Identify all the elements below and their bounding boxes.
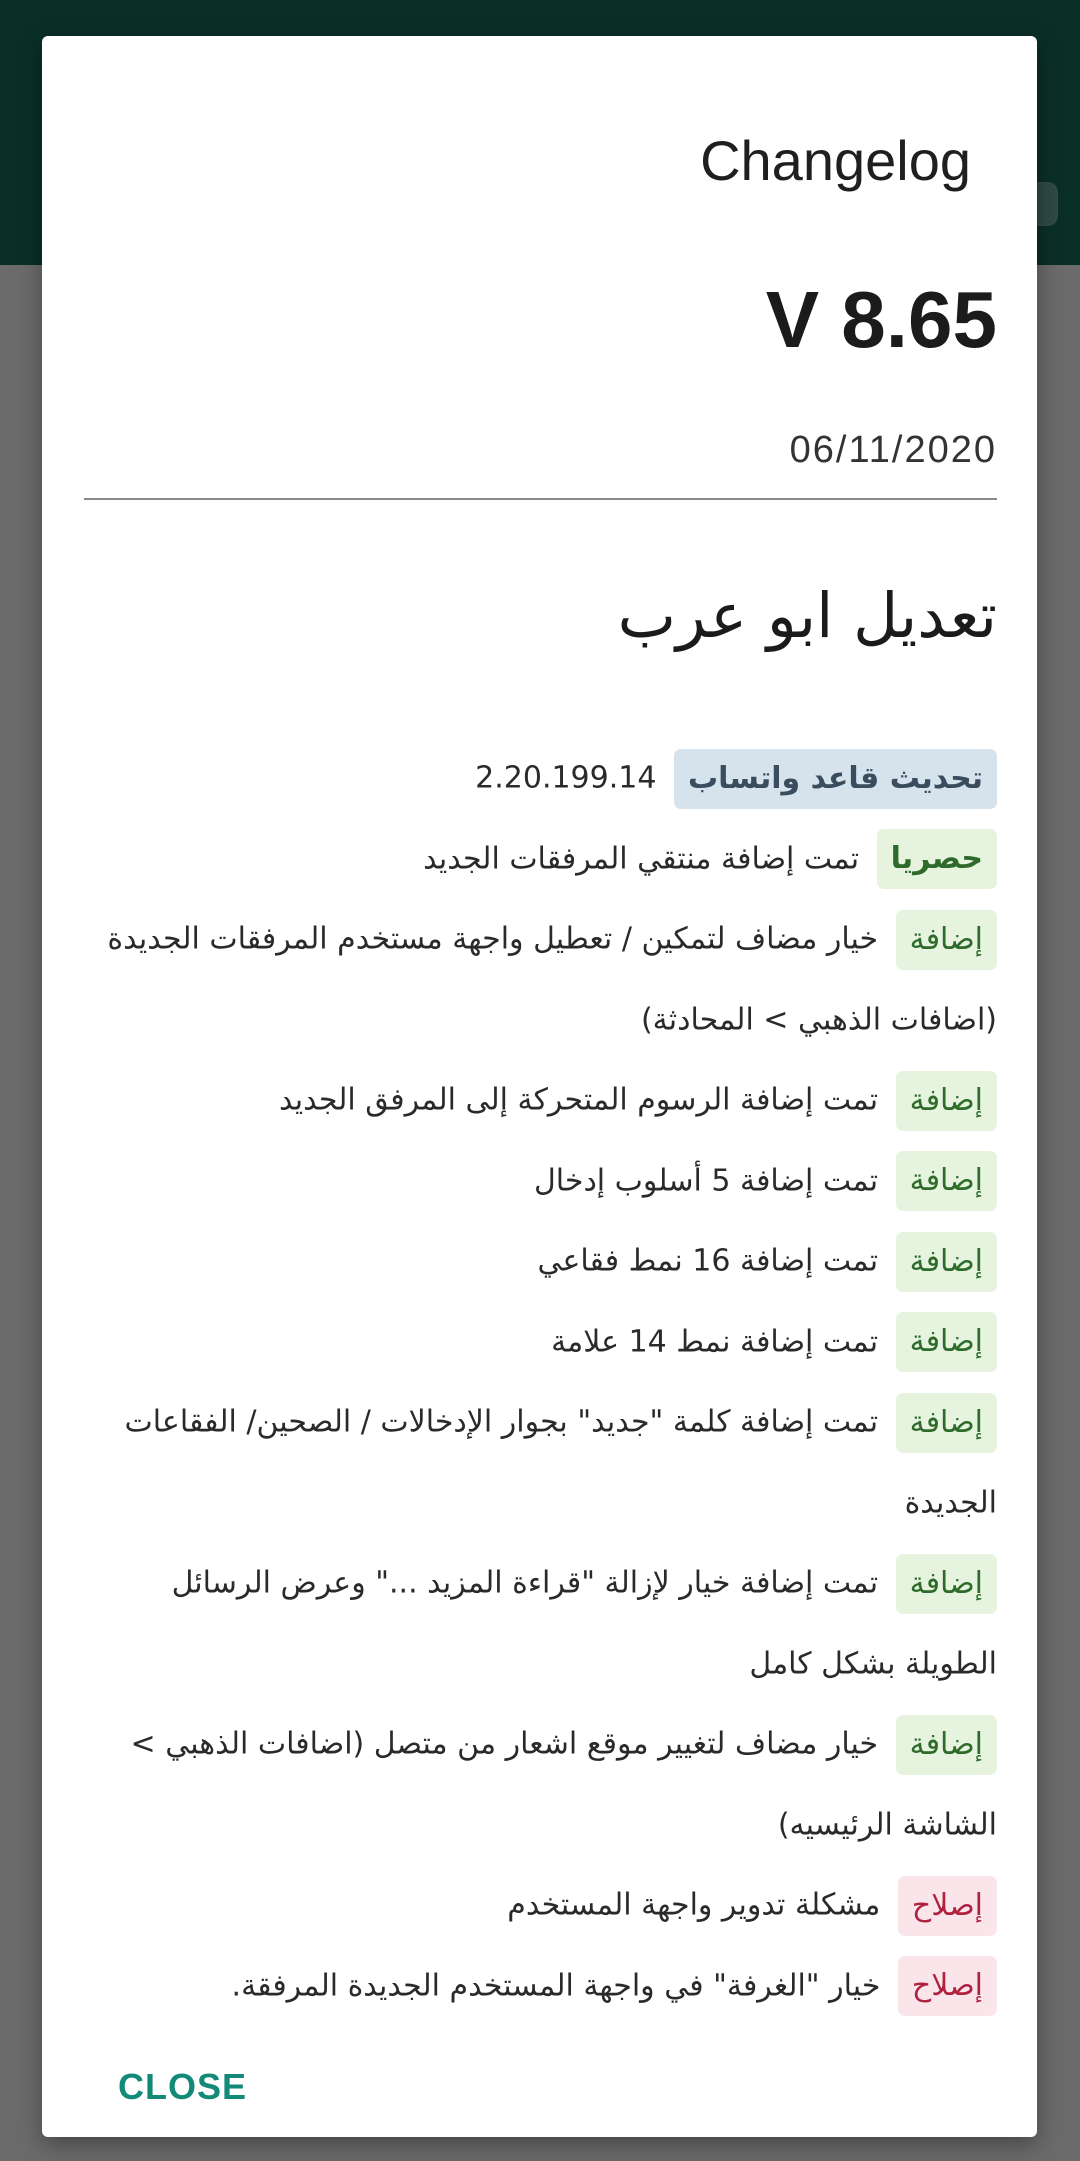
add-badge: إضافة: [896, 1554, 997, 1614]
dialog-title: Changelog: [700, 129, 971, 192]
entry-text: تمت إضافة كلمة "جديد" بجوار الإدخالات / الصحين/ الفقاعات الجديدة: [124, 1404, 997, 1520]
update-badge: تحديث قاعد واتساب: [674, 749, 997, 809]
changelog-entry: [84, 1221, 997, 1302]
changelog-entry: [84, 1302, 997, 1383]
changelog-entry: [84, 738, 997, 819]
changelog-list: [84, 738, 997, 2026]
mod-title: تعديل ابو عرب: [617, 579, 997, 652]
changelog-entry: [84, 1060, 997, 1141]
changelog-entry: [84, 1382, 997, 1543]
changelog-entry: [84, 1946, 997, 2027]
entry-text: تمت إضافة الرسوم المتحركة إلى المرفق الجديد: [279, 1082, 879, 1118]
changelog-entry: [84, 899, 997, 1060]
changelog-entry: [84, 819, 997, 900]
add-badge: إضافة: [896, 1232, 997, 1292]
fix-badge: إصلاح: [898, 1956, 997, 2016]
entry-text: تمت إضافة 5 أسلوب إدخال: [533, 1163, 879, 1198]
add-badge: إضافة: [896, 1151, 997, 1211]
entry-text: خيار مضاف لتمكين / تعطيل واجهة مستخدم المرفقات الجديدة (اضافات الذهبي > المحادثة): [107, 921, 997, 1037]
add-badge: إضافة: [896, 1715, 997, 1775]
release-date: 06/11/2020: [789, 429, 997, 471]
add-badge: إضافة: [896, 1312, 997, 1372]
changelog-dialog: [42, 36, 1037, 2137]
version-number: V 8.65: [765, 275, 997, 364]
add-badge: إضافة: [896, 910, 997, 970]
entry-text: خيار "الغرفة" في واجهة المستخدم الجديدة المرفقة.: [231, 1968, 881, 2003]
entry-text: خيار مضاف لتغيير موقع اشعار من متصل (اضافات الذهبي > الشاشة الرئيسيه): [130, 1726, 997, 1842]
divider: [84, 498, 997, 500]
fix-badge: إصلاح: [898, 1876, 997, 1936]
changelog-entry: [84, 1141, 997, 1222]
changelog-entry: [84, 1865, 997, 1946]
entry-text: تمت إضافة خيار لإزالة "قراءة المزيد ..." وعرض الرسائل الطويلة بشكل كامل: [171, 1565, 997, 1681]
dialog-content: [84, 272, 997, 2026]
changelog-entry: [84, 1704, 997, 1865]
entry-text: تمت إضافة منتقي المرفقات الجديد: [423, 841, 860, 876]
entry-text: تمت إضافة نمط 14 علامة: [551, 1324, 879, 1359]
exclusive-badge: حصريا: [877, 829, 997, 889]
entry-text: تمت إضافة 16 نمط فقاعي: [537, 1243, 879, 1279]
add-badge: إضافة: [896, 1071, 997, 1131]
add-badge: إضافة: [896, 1393, 997, 1453]
changelog-entry: [84, 1543, 997, 1704]
close-button[interactable]: CLOSE: [118, 2066, 248, 2107]
entry-text: مشكلة تدوير واجهة المستخدم: [507, 1887, 881, 1923]
entry-text: 2.20.199.14: [475, 760, 657, 796]
